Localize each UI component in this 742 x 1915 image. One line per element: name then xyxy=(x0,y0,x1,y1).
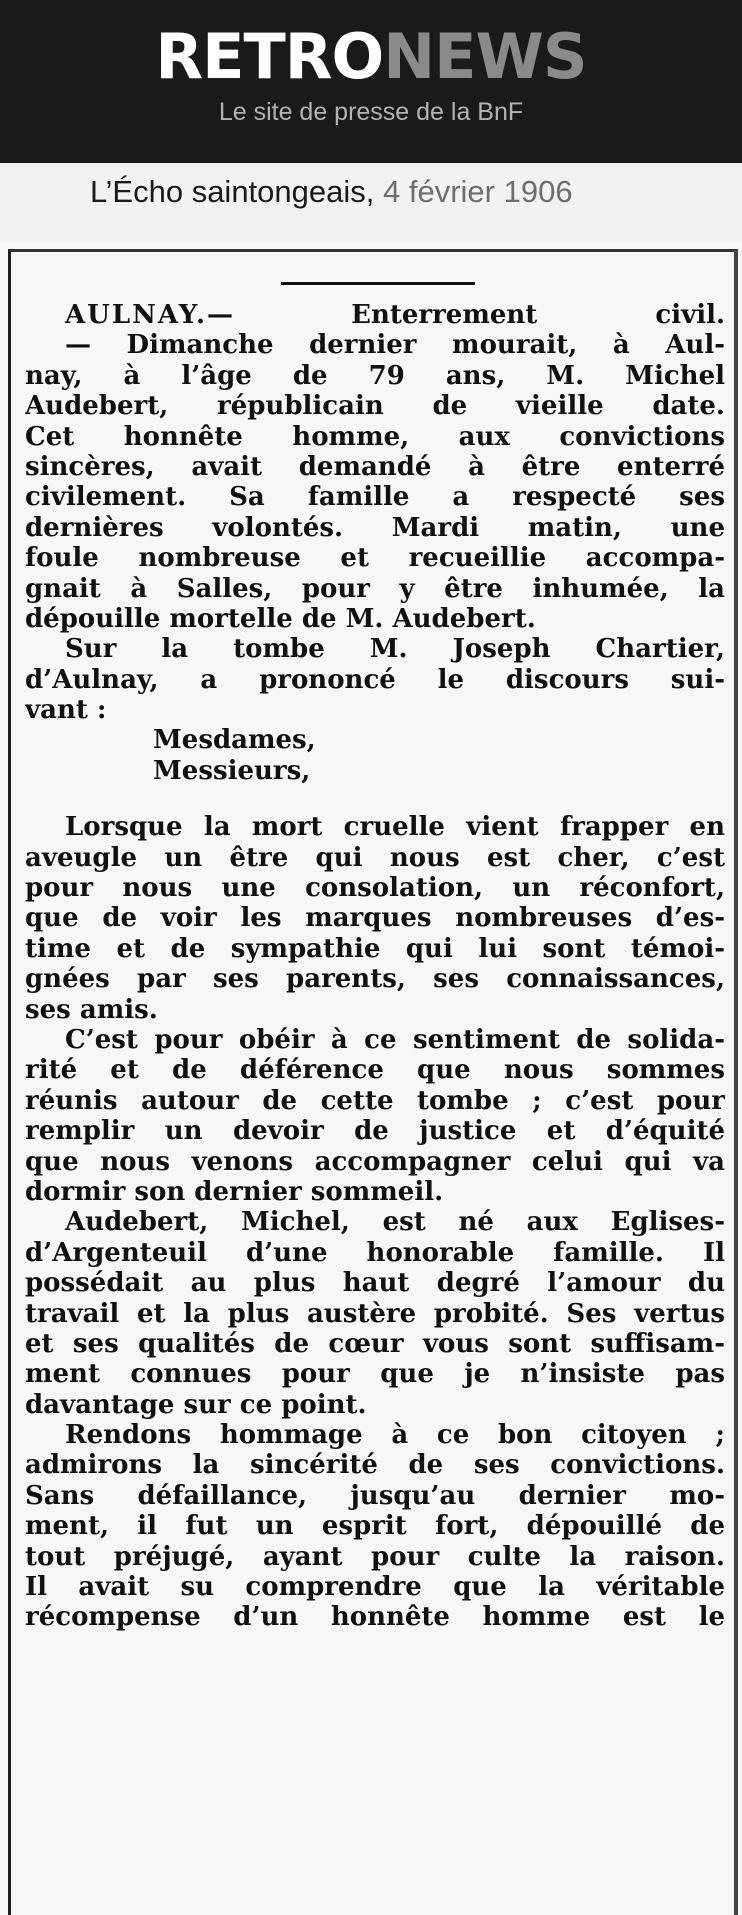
article-headline xyxy=(25,300,725,330)
speech-line: admirons la sincérité de ses convictions. xyxy=(25,1450,725,1481)
speech-line: réunis autour de cette tombe ; c’est pour xyxy=(25,1085,725,1116)
site-tagline: Le site de presse de la BnF xyxy=(218,98,524,126)
speech-line: tout préjugé, ayant pour culte la raison. xyxy=(25,1541,725,1572)
speech-line: pour nous une consolation, un réconfort, xyxy=(25,873,725,904)
speech-line: d’Argenteuil d’une honorable famille. Il xyxy=(25,1237,725,1268)
speech-line: gnées par ses parents, ses connaissances, xyxy=(25,964,725,995)
speech-line: possédait au plus haut degré l’amour du xyxy=(25,1268,725,1299)
speech-line: aveugle un être qui nous est cher, c’est xyxy=(25,842,725,873)
site-header xyxy=(0,0,742,163)
article-line: nay, à l’âge de 79 ans, M. Michel xyxy=(25,360,725,391)
newspaper-name: L’Écho saintongeais, xyxy=(90,174,375,209)
speech-line: Sans défaillance, jusqu’au dernier mo- xyxy=(25,1480,725,1511)
speech-line: Lorsque la mort cruelle vient frapper en xyxy=(65,812,725,843)
column-border-left xyxy=(8,250,11,1915)
logo-retro-text: RETRO xyxy=(155,20,384,93)
publication-date: 4 février 1906 xyxy=(383,174,573,209)
speech-line: travail et la plus austère probité. Ses vertus xyxy=(25,1298,725,1329)
article-column xyxy=(25,300,725,1633)
article-line: — Dimanche dernier mourait, à Aul- xyxy=(65,330,725,361)
speech-line: que nous venons accompagner celui qui va xyxy=(25,1146,725,1177)
speech-line: dormir son dernier sommeil. xyxy=(25,1176,444,1207)
article-line: gnait à Salles, pour y être inhumée, la xyxy=(25,573,725,604)
speech-line: Il avait su comprendre que la véritable xyxy=(25,1572,725,1603)
speech-line: time et de sympathie qui lui sont témoi- xyxy=(25,933,725,964)
speech-line: davantage sur ce point. xyxy=(25,1389,367,1420)
headline-place: AULNAY. xyxy=(65,300,208,330)
speech-line: récompense d’un honnête homme est le xyxy=(25,1602,725,1633)
speech-line: que de voir les marques nombreuses d’es- xyxy=(25,903,725,934)
article-line: d’Aulnay, a prononcé le discours sui- xyxy=(25,664,725,695)
salutation-line: Messieurs, xyxy=(153,755,311,786)
column-border-right xyxy=(734,250,738,1915)
article-line: Sur la tombe M. Joseph Chartier, xyxy=(65,634,725,665)
speech-line: Audebert, Michel, est né aux Eglises- xyxy=(65,1207,725,1238)
speech-line: ment connues pour que je n’insiste pas xyxy=(25,1359,725,1390)
paragraph-gap xyxy=(25,786,725,812)
article-line: dépouille mortelle de M. Audebert. xyxy=(25,603,536,634)
article-line: dernières volontés. Mardi matin, une xyxy=(25,512,725,543)
source-title xyxy=(90,172,573,212)
article-line: civilement. Sa famille a respecté ses xyxy=(25,482,725,513)
article-line: sincères, avait demandé à être enterré xyxy=(25,451,725,482)
speech-line: et ses qualités de cœur vous sont suffisam- xyxy=(25,1328,725,1359)
logo-news-text: NEWS xyxy=(383,20,587,93)
article-line: Cet honnête homme, aux convictions xyxy=(25,421,725,452)
article-line: vant : xyxy=(25,695,107,726)
salutation-line: Mesdames, xyxy=(153,725,316,756)
headline-subject: — Enterrement civil. xyxy=(207,300,725,330)
speech-line: rité et de déférence que nous sommes xyxy=(25,1055,725,1086)
speech-line: remplir un devoir de justice et d’équité xyxy=(25,1116,725,1147)
speech-line: ses amis. xyxy=(25,994,158,1025)
speech-line: ment, il fut un esprit fort, dépouillé de xyxy=(25,1511,725,1542)
retronews-logo[interactable] xyxy=(0,22,742,92)
speech-line: Rendons hommage à ce bon citoyen ; xyxy=(65,1420,725,1451)
article-line: Audebert, républicain de vieille date. xyxy=(25,391,725,422)
separator-rule xyxy=(281,282,475,285)
speech-line: C’est pour obéir à ce sentiment de solida- xyxy=(65,1024,725,1055)
article-line: foule nombreuse et recueillie accompa- xyxy=(25,543,725,574)
column-border-top xyxy=(8,249,738,252)
